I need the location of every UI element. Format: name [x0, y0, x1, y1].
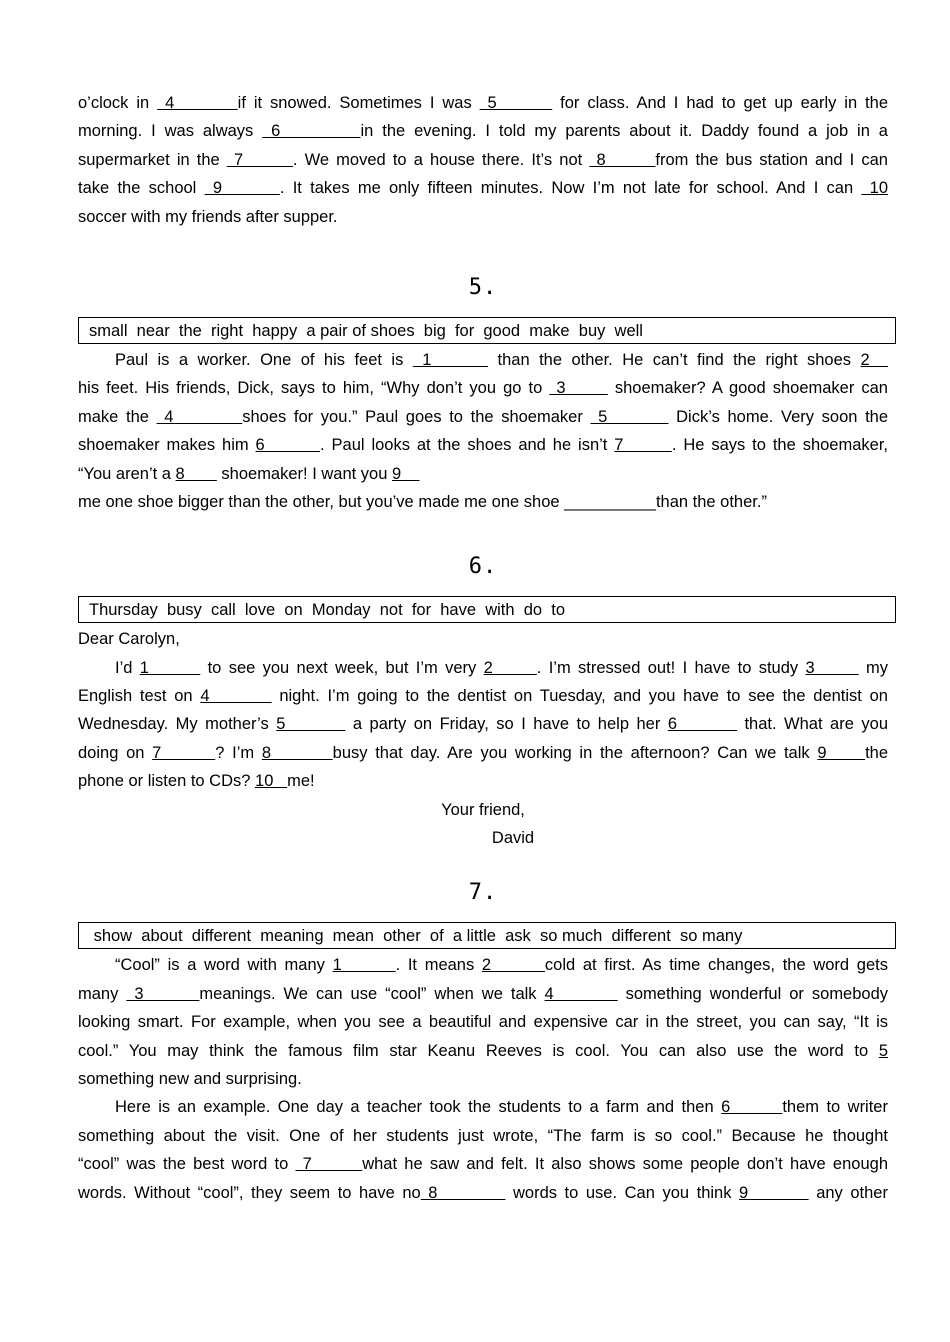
- s6-line-4: doing on 7 ? I’m 8 busy that day. Are you working in the afternoon? Can we talk 9 the: [78, 743, 888, 762]
- s5-line-5: “You aren’t a 8 shoemaker! I want you 9: [78, 464, 420, 483]
- blank-8[interactable]: 8: [261, 743, 333, 762]
- blank-7[interactable]: 7: [614, 436, 672, 455]
- blank-2[interactable]: 2: [860, 350, 888, 369]
- blank-9[interactable]: 9: [392, 464, 420, 483]
- s7-line-1: “Cool” is a word with many 1 . It means 2 cold at first. As time changes, the word gets: [115, 956, 888, 975]
- blank-7[interactable]: 7: [226, 150, 293, 169]
- s4-line-1: o’clock in 4 if it snowed. Sometimes I was 5 for class. And I had to get up early in the: [78, 94, 888, 112]
- blank-8[interactable]: 8: [420, 1183, 506, 1202]
- s7-line-4: cool.” You may think the famous film star Keanu Reeves is cool. You can also use the word to 5: [78, 1041, 888, 1060]
- word-bank-6: Thursday busy call love on Monday not for have with do to: [78, 596, 896, 623]
- s4-line-4: take the school 9 . It takes me only fifteen minutes. Now I’m not late for school. And I can 10: [78, 179, 888, 198]
- blank-6[interactable]: 6: [667, 715, 737, 734]
- letter-signature: David: [491, 829, 535, 848]
- s7-line-7: something about the visit. One of her students just wrote, “The farm is so cool.” Because he thought: [78, 1126, 888, 1145]
- s4-line-3: supermarket in the 7 . We moved to a house there. It’s not 8 from the bus station and I can: [78, 150, 888, 169]
- blank-5[interactable]: 5: [878, 1041, 888, 1060]
- blank-9[interactable]: 9: [204, 179, 280, 198]
- word-bank-5: small near the right happy a pair of shoes big for good make buy well: [78, 317, 896, 344]
- s4-line-5: soccer with my friends after supper.: [78, 207, 338, 226]
- section-number-7: 7.: [468, 880, 498, 906]
- s5-line-6: me one shoe bigger than the other, but you’ve made me one shoe __________than the other.”: [78, 492, 767, 511]
- s7-line-8: “cool” was the best word to 7 what he saw and felt. It also shows some people don’t have enough: [78, 1155, 888, 1174]
- blank-6[interactable]: 6: [262, 122, 361, 141]
- s7-line-2: many 3 meanings. We can use “cool” when we talk 4 something wonderful or somebody: [78, 984, 888, 1003]
- blank-5[interactable]: 5: [479, 94, 553, 112]
- s6-line-1: I’d 1 to see you next week, but I’m very 2 . I’m stressed out! I have to study 3 my: [115, 658, 888, 677]
- section-number-6: 6.: [468, 554, 498, 580]
- s5-line-3: make the 4 shoes for you.” Paul goes to the shoemaker 5 Dick’s home. Very soon the: [78, 407, 888, 426]
- letter-salutation: Dear Carolyn,: [78, 630, 180, 649]
- s7-line-6: Here is an example. One day a teacher took the students to a farm and then 6 them to writer: [115, 1098, 888, 1117]
- s7-line-9: words. Without “cool”, they seem to have no 8 words to use. Can you think 9 any other: [78, 1183, 888, 1202]
- blank-10[interactable]: __________: [564, 492, 656, 511]
- blank-10[interactable]: 10: [861, 179, 888, 198]
- blank-4[interactable]: 4: [200, 687, 272, 706]
- blank-8[interactable]: 8: [175, 464, 217, 483]
- s6-line-2: English test on 4 night. I’m going to the dentist on Tuesday, and you have to see the dentist on: [78, 687, 888, 706]
- blank-7[interactable]: 7: [152, 743, 216, 762]
- blank-7[interactable]: 7: [295, 1155, 363, 1174]
- word-bank-7: show about different meaning mean other of a little ask so much different so many: [78, 922, 896, 949]
- blank-2[interactable]: 2: [483, 658, 537, 677]
- s5-line-2: his feet. His friends, Dick, says to him, “Why don’t you go to 3 shoemaker? A good shoemaker can: [78, 379, 888, 398]
- s6-line-3: Wednesday. My mother’s 5 a party on Friday, so I have to help her 6 that. What are you: [78, 715, 888, 734]
- section-number-5: 5.: [468, 274, 498, 300]
- s5-line-1: Paul is a worker. One of his feet is 1 than the other. He can’t find the right shoes 2: [115, 350, 888, 369]
- blank-10[interactable]: 10: [255, 772, 288, 791]
- s7-line-5: something new and surprising.: [78, 1069, 302, 1088]
- blank-1[interactable]: 1: [412, 350, 489, 369]
- blank-9[interactable]: 9: [739, 1183, 809, 1202]
- blank-3[interactable]: 3: [549, 379, 608, 398]
- blank-4[interactable]: 4: [157, 94, 238, 112]
- blank-3[interactable]: 3: [805, 658, 859, 677]
- document-content: [78, 89, 888, 1207]
- blank-9[interactable]: 9: [817, 743, 866, 762]
- s7-line-3: looking smart. For example, when you see a beautiful and expensive car in the street, you can say, “It is: [78, 1013, 888, 1032]
- letter-closing: Your friend,: [441, 800, 525, 819]
- blank-5[interactable]: 5: [590, 407, 669, 426]
- s5-line-4: shoemaker makes him 6 . Paul looks at the shoes and he isn’t 7 . He says to the shoemaker,: [78, 436, 888, 455]
- blank-8[interactable]: 8: [589, 150, 656, 169]
- blank-1[interactable]: 1: [332, 956, 396, 975]
- blank-3[interactable]: 3: [126, 984, 200, 1003]
- blank-5[interactable]: 5: [276, 715, 346, 734]
- blank-2[interactable]: 2: [481, 956, 545, 975]
- blank-4[interactable]: 4: [156, 407, 243, 426]
- blank-4[interactable]: 4: [544, 984, 618, 1003]
- blank-6[interactable]: 6: [255, 436, 321, 455]
- s4-line-2: morning. I was always 6 in the evening. I told my parents about it. Daddy found a job in a: [78, 122, 888, 141]
- blank-6[interactable]: 6: [721, 1098, 783, 1117]
- blank-1[interactable]: 1: [139, 658, 201, 677]
- s6-line-5: phone or listen to CDs? 10 me!: [78, 772, 315, 791]
